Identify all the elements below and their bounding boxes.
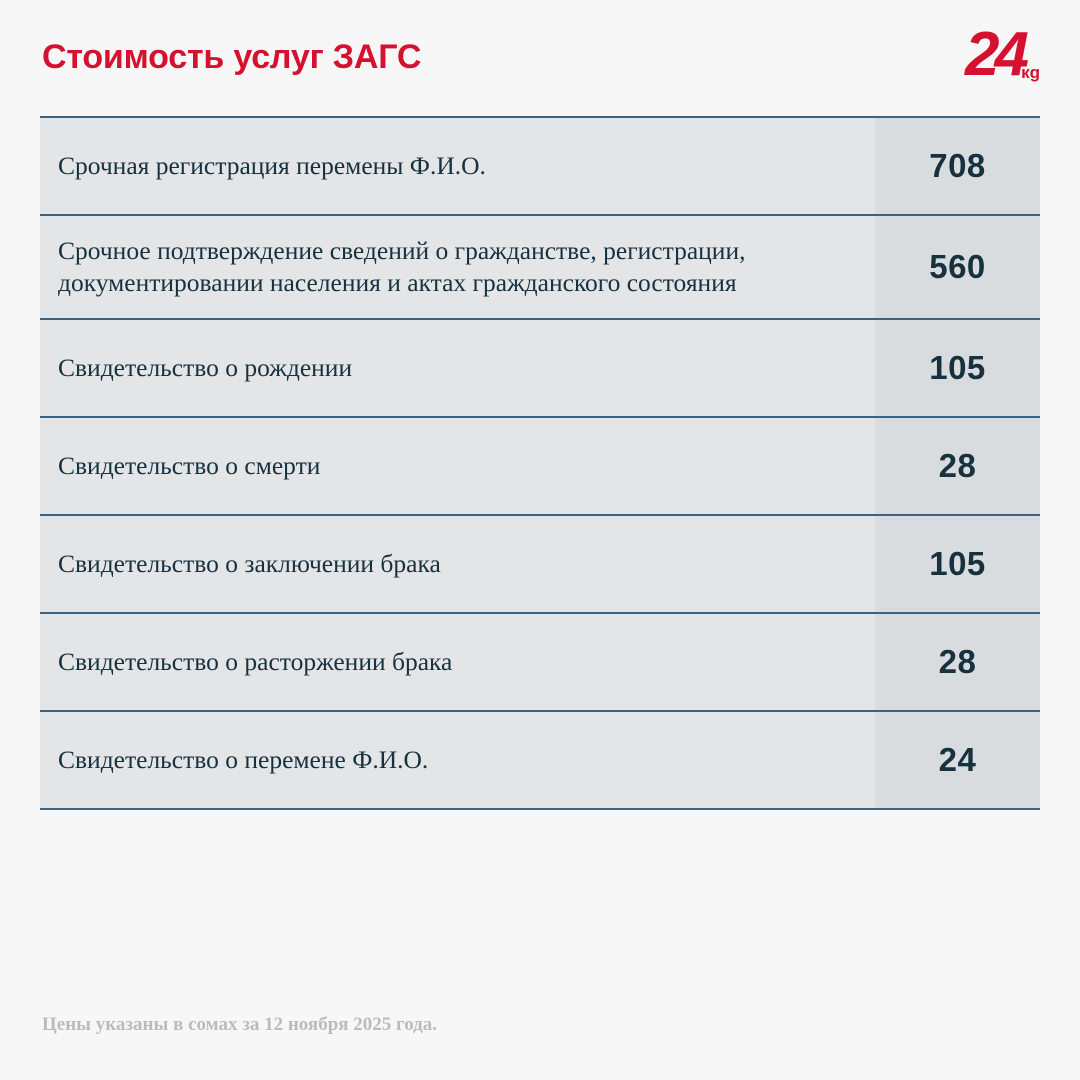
table-cell-price [875, 216, 1040, 318]
service-price: 105 [929, 349, 986, 386]
table-row [40, 614, 1040, 712]
service-price: 28 [938, 447, 977, 484]
table-cell-price [875, 320, 1040, 416]
table-cell-price [875, 712, 1040, 808]
service-price: 24 [938, 741, 977, 778]
price-table [40, 116, 1040, 810]
logo-24kg [944, 20, 1040, 96]
table-cell-price [875, 516, 1040, 612]
logo-suffix: кg [1021, 63, 1040, 82]
service-name: Свидетельство о смерти [58, 451, 321, 481]
service-price: 105 [929, 545, 986, 582]
table-cell-service [40, 712, 875, 808]
table-cell-service [40, 118, 875, 214]
service-name: Свидетельство о рождении [58, 353, 353, 383]
table-cell-price [875, 118, 1040, 214]
table-row [40, 418, 1040, 516]
service-name: Срочное подтверждение сведений о гражданстве, регистрации, документировании населения и актах гражданского состояния [58, 236, 746, 297]
table-cell-price [875, 614, 1040, 710]
table-cell-price [875, 418, 1040, 514]
page-title: Стоимость услуг ЗАГС [42, 38, 422, 76]
table-cell-service [40, 216, 875, 318]
table-row [40, 216, 1040, 320]
service-price: 708 [929, 147, 986, 184]
service-price: 28 [938, 643, 977, 680]
table-cell-service [40, 614, 875, 710]
table-row [40, 712, 1040, 810]
service-name: Свидетельство о заключении брака [58, 549, 441, 579]
table-cell-service [40, 516, 875, 612]
table-row [40, 320, 1040, 418]
table-cell-service [40, 320, 875, 416]
footnote: Цены указаны в сомах за 12 ноября 2025 года. [42, 1014, 438, 1035]
table-row [40, 118, 1040, 216]
table-cell-service [40, 418, 875, 514]
service-price: 560 [929, 248, 986, 285]
table-row [40, 516, 1040, 614]
logo-number: 24 [965, 20, 1024, 89]
service-name: Свидетельство о перемене Ф.И.О. [58, 745, 429, 775]
service-name: Свидетельство о расторжении брака [58, 647, 453, 677]
header [40, 20, 1040, 100]
service-name: Срочная регистрация перемены Ф.И.О. [58, 151, 486, 181]
